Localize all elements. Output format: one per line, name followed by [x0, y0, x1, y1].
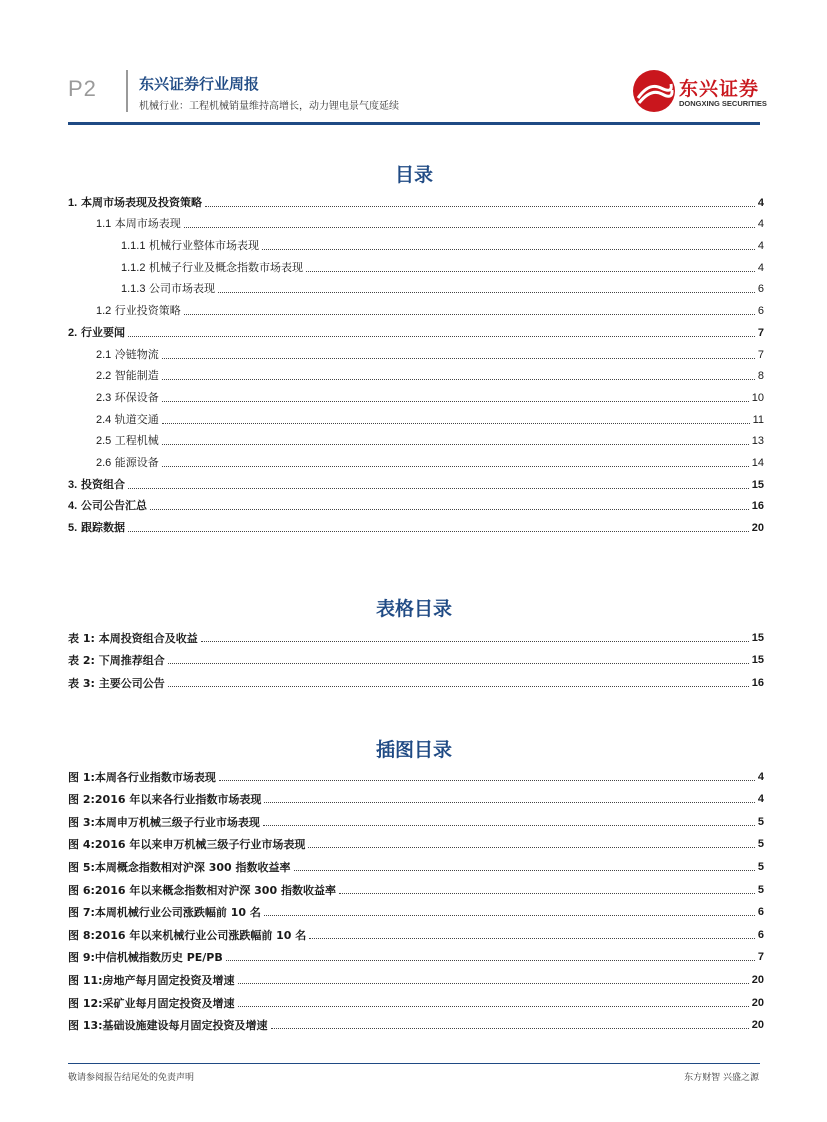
toc-entry-text: 图 2:2016 年以来各行业指数市场表现 — [68, 793, 262, 807]
toc-entry-label — [68, 196, 204, 210]
toc-entry-page: 14 — [751, 456, 764, 469]
toc-entry-text: 行业投资策略 — [114, 304, 181, 318]
toc-entry[interactable] — [68, 987, 764, 1010]
toc-entry-text: 智能制造 — [114, 369, 159, 383]
toc-entry-page: 5 — [757, 838, 764, 851]
toc-entry[interactable] — [68, 340, 764, 362]
toc-entry-text: 图 1:本周各行业指数市场表现 — [68, 770, 216, 784]
toc-entry[interactable] — [68, 513, 764, 535]
toc-entry-page: 6 — [757, 928, 764, 941]
tables-title: 表格目录 — [375, 598, 452, 620]
toc-entry-text: 行业要闻 — [81, 325, 126, 339]
toc-entry-number: 5. — [68, 522, 78, 534]
toc-entry-text: 图 4:2016 年以来申万机械三级子行业市场表现 — [68, 838, 306, 852]
toc-entry[interactable] — [68, 188, 764, 210]
toc-entry-page: 4 — [757, 793, 764, 806]
dot-leader — [218, 292, 755, 293]
page-number: P2 — [68, 76, 97, 101]
toc-entry-label — [68, 434, 161, 448]
company-logo — [631, 68, 771, 116]
dot-leader — [339, 893, 755, 894]
toc-entry-page: 7 — [757, 951, 764, 964]
toc-entry[interactable] — [68, 622, 764, 645]
dot-leader — [128, 488, 749, 489]
toc-entry-page: 7 — [757, 326, 764, 339]
figures-title: 插图目录 — [375, 739, 452, 761]
toc-entry-text: 图 5:本周概念指数相对沪深 300 指数收益率 — [68, 860, 291, 874]
toc-entry-text: 图 11:房地产每月固定投资及增速 — [68, 973, 235, 987]
toc-entry-page: 13 — [751, 435, 764, 448]
dot-leader — [219, 780, 755, 781]
toc-entry-page: 20 — [751, 522, 764, 534]
header-rule — [68, 122, 760, 125]
header-divider — [126, 70, 128, 112]
toc-entry-label — [68, 521, 127, 535]
toc-entry-page: 15 — [751, 478, 764, 491]
dot-leader — [184, 227, 755, 228]
toc-entry-text: 本周市场表现 — [114, 217, 181, 231]
dot-leader — [162, 423, 750, 424]
dot-leader — [238, 983, 749, 984]
toc-entry-text: 冷链物流 — [114, 347, 159, 361]
toc-entry-page: 20 — [751, 1019, 764, 1032]
toc-entry-number: 4. — [68, 500, 78, 513]
toc-entry-label — [68, 326, 127, 340]
logo-text-cn: 东兴证券 — [679, 78, 760, 100]
toc-entry-text: 公司市场表现 — [148, 282, 215, 296]
dot-leader — [128, 336, 755, 337]
toc-entry[interactable] — [68, 964, 764, 987]
toc-entry-number: 2.4 — [96, 413, 112, 426]
toc-entry-page: 4 — [757, 770, 764, 783]
toc-entry-number: 1.1.3 — [121, 283, 146, 296]
toc-entry-label — [68, 369, 161, 383]
toc-entry-number: 1.1 — [96, 218, 112, 231]
dot-leader — [162, 379, 755, 380]
toc-entry-label — [68, 282, 217, 296]
toc-entry[interactable] — [68, 1010, 764, 1033]
toc-entry-page: 20 — [751, 996, 764, 1009]
figures-list — [68, 761, 764, 1032]
toc-entry-page: 4 — [757, 261, 764, 274]
dot-leader — [150, 509, 749, 510]
toc-entry[interactable] — [68, 231, 764, 253]
toc-entry-text: 图 13:基础设施建设每月固定投资及增速 — [68, 1019, 268, 1033]
toc-entry-text: 能源设备 — [114, 455, 159, 469]
toc-entry[interactable] — [68, 405, 764, 427]
toc-entry-label — [68, 304, 183, 318]
toc-entry-page: 15 — [751, 654, 764, 667]
toc-entry[interactable] — [68, 761, 764, 784]
footer-slogan: 东方财智 兴盛之源 — [684, 1073, 759, 1083]
dot-leader — [309, 938, 755, 939]
toc-entry-text: 机械子行业及概念指数市场表现 — [148, 260, 303, 274]
toc-entry[interactable] — [68, 829, 764, 852]
toc-entry-page: 15 — [751, 631, 764, 644]
toc-entry-number: 2.6 — [96, 456, 112, 469]
toc-entry-text: 工程机械 — [114, 434, 159, 448]
toc-entry-label — [68, 239, 261, 253]
toc-entry[interactable] — [68, 275, 764, 297]
toc-entry-text: 图 3:本周申万机械三级子行业市场表现 — [68, 815, 260, 829]
toc-entry-text: 图 7:本周机械行业公司涨跌幅前 10 名 — [68, 906, 261, 920]
toc-entry[interactable] — [68, 897, 764, 920]
toc-entry-number: 1.1.1 — [121, 240, 146, 253]
toc-entry[interactable] — [68, 667, 764, 690]
logo-mark-icon — [631, 68, 677, 114]
toc-entry-number: 1.2 — [96, 305, 112, 318]
dot-leader — [263, 825, 755, 826]
toc-entry[interactable] — [68, 492, 764, 514]
toc-entry-page: 5 — [757, 883, 764, 896]
toc-entry-number: 2. — [68, 326, 78, 339]
toc-entry-page: 6 — [757, 906, 764, 919]
toc-entry[interactable] — [68, 919, 764, 942]
dot-leader — [271, 1028, 749, 1029]
dot-leader — [162, 444, 749, 445]
toc-entry-page: 6 — [757, 283, 764, 296]
toc-entry-text: 图 8:2016 年以来机械行业公司涨跌幅前 10 名 — [68, 928, 307, 942]
toc-entry-page: 4 — [757, 240, 764, 253]
toc-entry[interactable] — [68, 448, 764, 470]
dot-leader — [264, 802, 755, 803]
toc-entry[interactable] — [68, 362, 764, 384]
toc-entry[interactable] — [68, 318, 764, 340]
toc-entry-text: 跟踪数据 — [81, 521, 126, 534]
toc-entry-page: 5 — [757, 815, 764, 828]
toc-entry-text: 轨道交通 — [114, 412, 159, 426]
toc-entry-label — [68, 499, 149, 513]
toc-entry-number: 3. — [68, 478, 78, 491]
toc-title: 目录 — [394, 164, 433, 186]
toc-entry-text: 图 6:2016 年以来概念指数相对沪深 300 指数收益率 — [68, 883, 336, 897]
footer-rule — [68, 1063, 760, 1064]
toc-entry-page: 16 — [751, 676, 764, 689]
toc-entry-label — [68, 391, 161, 405]
toc-entry-number: 1.1.2 — [121, 261, 146, 274]
toc-entry[interactable] — [68, 645, 764, 668]
toc-entry-text: 表 3: 主要公司公告 — [68, 676, 165, 690]
toc-entry-text: 公司公告汇总 — [81, 499, 148, 513]
dot-leader — [226, 960, 755, 961]
toc-entry[interactable] — [68, 874, 764, 897]
toc-entry-label — [68, 478, 127, 492]
dot-leader — [168, 663, 749, 664]
toc-entry-number: 2.3 — [96, 391, 112, 404]
toc-entry[interactable] — [68, 942, 764, 965]
dot-leader — [162, 358, 755, 359]
toc-entry-page: 4 — [757, 218, 764, 231]
toc-entry-number: 2.2 — [96, 370, 112, 383]
dot-leader — [238, 1006, 749, 1007]
toc-entry-page: 4 — [757, 196, 764, 209]
logo-text-en: DONGXING SECURITIES — [679, 99, 767, 108]
toc-entry-page: 8 — [757, 370, 764, 383]
toc-entry-text: 表 1: 本周投资组合及收益 — [68, 631, 198, 645]
dot-leader — [162, 401, 749, 402]
dot-leader — [308, 847, 755, 848]
toc-entry-page: 7 — [757, 348, 764, 361]
dot-leader — [306, 271, 755, 272]
toc-entry-number: 1. — [68, 196, 78, 209]
toc-entry-page: 6 — [757, 305, 764, 318]
toc-entry-number: 2.5 — [96, 435, 112, 448]
toc-entry[interactable] — [68, 427, 764, 449]
page-header — [0, 0, 827, 130]
toc-entry[interactable] — [68, 253, 764, 275]
toc-entry-page: 5 — [757, 860, 764, 873]
toc-entry-page: 10 — [751, 391, 764, 404]
toc-entry[interactable] — [68, 296, 764, 318]
footer-disclaimer: 敬请参阅报告结尾处的免责声明 — [68, 1073, 195, 1083]
toc-entry-label — [68, 217, 183, 231]
report-subtitle: 机械行业：工程机械销量维持高增长，动力锂电景气度延续 — [139, 101, 399, 112]
dot-leader — [262, 249, 755, 250]
toc-entry-label — [68, 413, 161, 427]
dot-leader — [184, 314, 755, 315]
dot-leader — [168, 686, 749, 687]
toc-entry-page: 20 — [751, 973, 764, 986]
dot-leader — [264, 915, 755, 916]
dot-leader — [128, 531, 749, 532]
toc-entry-text: 机械行业整体市场表现 — [148, 239, 259, 253]
toc-entry-text: 投资组合 — [81, 477, 126, 491]
toc-entry[interactable] — [68, 383, 764, 405]
toc-entry-page: 11 — [752, 413, 764, 426]
tables-list — [68, 622, 764, 690]
toc-entry-text: 表 2: 下周推荐组合 — [68, 654, 165, 668]
toc-entry[interactable] — [68, 784, 764, 807]
toc-entry-text: 图 9:中信机械指数历史 PE/PB — [68, 951, 223, 965]
toc-entry-label — [68, 348, 161, 362]
toc-entry-text: 图 12:采矿业每月固定投资及增速 — [68, 996, 235, 1010]
toc-list — [68, 188, 764, 535]
toc-entry-number: 2.1 — [96, 348, 112, 361]
toc-entry-text: 环保设备 — [114, 390, 159, 404]
toc-entry[interactable] — [68, 851, 764, 874]
toc-entry-label — [68, 456, 161, 470]
dot-leader — [294, 870, 755, 871]
toc-entry[interactable] — [68, 806, 764, 829]
dot-leader — [201, 641, 749, 642]
dot-leader — [162, 466, 749, 467]
toc-entry-label — [68, 261, 305, 275]
toc-entry-page: 16 — [751, 500, 764, 513]
toc-entry[interactable] — [68, 210, 764, 232]
toc-entry-text: 本周市场表现及投资策略 — [81, 195, 203, 209]
report-title: 东兴证券行业周报 — [139, 75, 260, 93]
toc-entry[interactable] — [68, 470, 764, 492]
dot-leader — [205, 206, 755, 207]
